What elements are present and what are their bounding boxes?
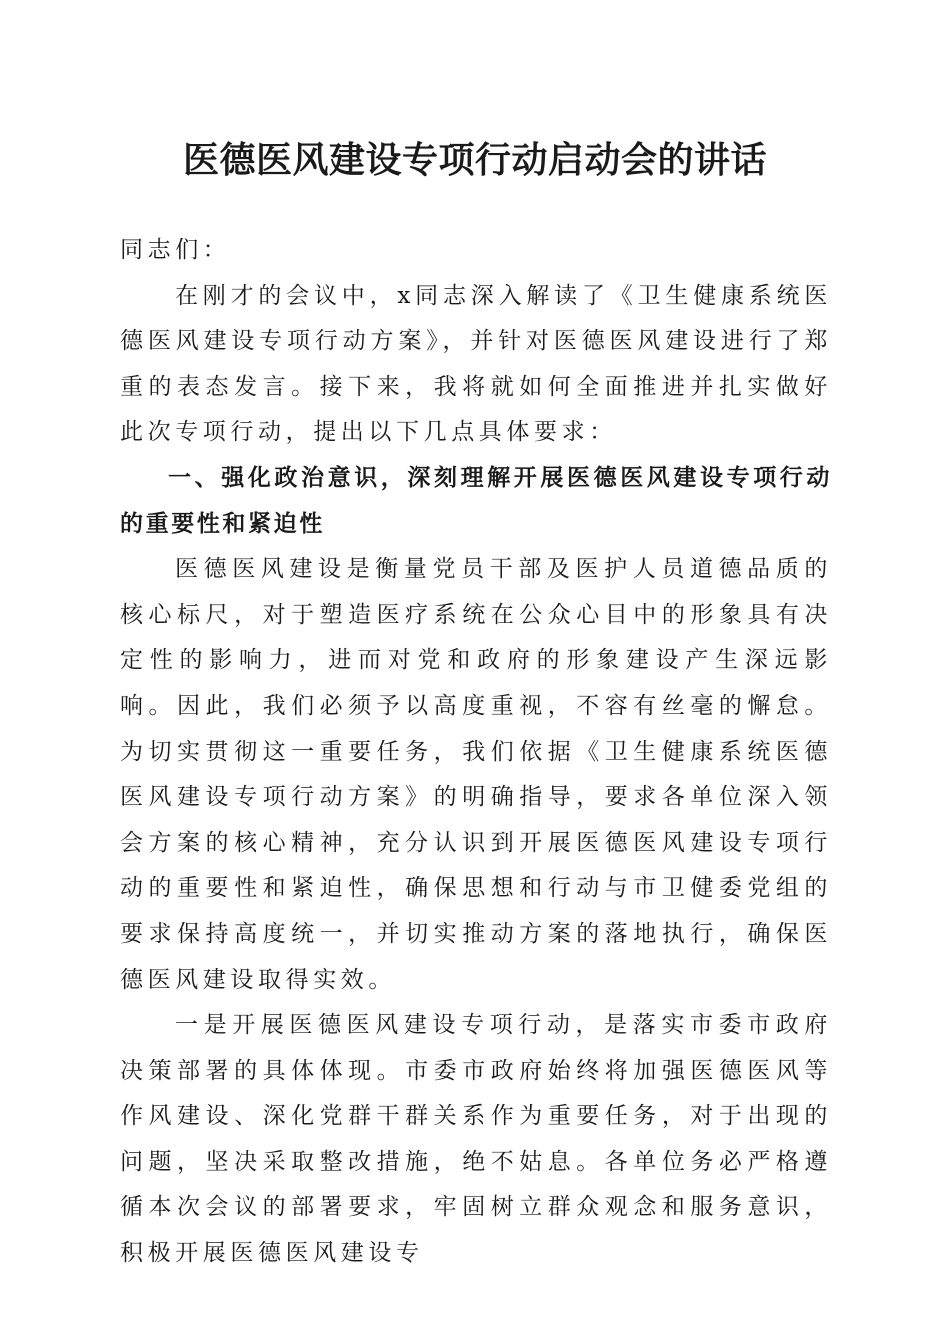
section-heading-1: 一、强化政治意识，深刻理解开展医德医风建设专项行动的重要性和紧迫性: [120, 464, 832, 537]
salutation: 同志们：: [120, 237, 231, 263]
intro-paragraph: 在刚才的会议中，x同志深入解读了《卫生健康系统医德医风建设专项行动方案》，并针对医德医风建设进行了郑重的表态发言。接下来，我将就如何全面推进并扎实做好此次专项行动，提出以下几点具体要求：: [120, 282, 832, 446]
section-1-paragraph: 医德医风建设是衡量党员干部及医护人员道德品质的核心标尺，对于塑造医疗系统在公众心目中的形象具有决定性的影响力，进而对党和政府的形象建设产生深远影响。因此，我们必须予以高度重视，不容有丝毫的懈怠。为切实贯彻这一重要任务，我们依据《卫生健康系统医德医风建设专项行动方案》的明确指导，要求各单位深入领会方案的核心精神，充分认识到开展医德医风建设专项行动的重要性和紧迫性，确保思想和行动与市卫健委党组的要求保持高度统一，并切实推动方案的落地执行，确保医德医风建设取得实效。: [120, 556, 832, 993]
document-body: [120, 228, 832, 1277]
point-1-paragraph: 一是开展医德医风建设专项行动，是落实市委市政府决策部署的具体体现。市委市政府始终将加强医德医风等作风建设、深化党群干群关系作为重要任务，对于出现的问题，坚决采取整改措施，绝不姑息。各单位务必严格遵循本次会议的部署要求，牢固树立群众观念和服务意识，积极开展医德医风建设专: [120, 1012, 832, 1267]
document-title: 医德医风建设专项行动启动会的讲话: [182, 139, 767, 181]
